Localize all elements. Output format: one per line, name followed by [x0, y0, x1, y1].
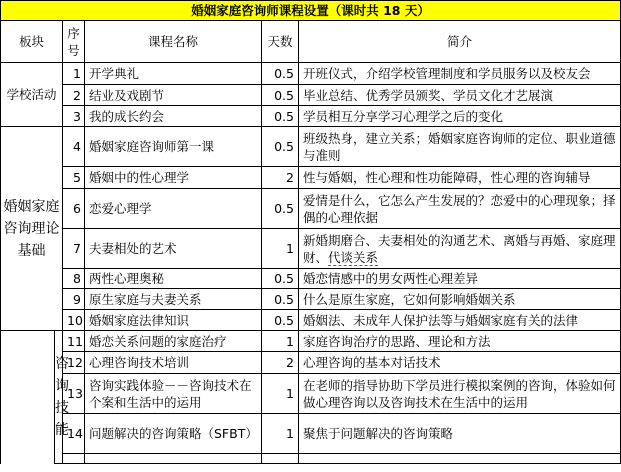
category-spacer: [1, 331, 55, 464]
row-seq: 8: [63, 269, 85, 289]
row-name: 婚姻家庭法律知识: [85, 310, 262, 331]
row-intro: 爱情是什么，它怎么产生发展的？恋爱中的心理现象；择偶的心理依据: [299, 189, 621, 229]
row-seq: 5: [63, 167, 85, 189]
row-days: 0.5: [262, 289, 299, 310]
row-days: 1: [262, 331, 299, 352]
row-intro: 聚焦于问题解决的咨询策略: [299, 414, 621, 454]
row-intro: 婚姻法、未成年人保护法等与婚姻家庭有关的法律: [299, 310, 621, 331]
row-name: 我的成长约会: [85, 106, 262, 127]
row-seq: 4: [63, 127, 85, 167]
row-name: 夫妻相处的艺术: [85, 229, 262, 269]
row-intro: 在老师的指导协助下学员进行模拟案例的咨询，体验如何做心理咨询以及咨询技术在生活中的运用: [299, 374, 621, 414]
row-seq: 10: [63, 310, 85, 331]
category-skills: 咨询技能: [55, 331, 63, 464]
row-name: 咨询实践体验－－咨询技术在个案和生活中的运用: [85, 374, 262, 414]
row-seq-empty: [63, 454, 85, 464]
row-seq: 2: [63, 85, 85, 106]
row-days: 1: [262, 374, 299, 414]
row-name: 婚姻中的性心理学: [85, 167, 262, 189]
row-seq: 13: [63, 374, 85, 414]
row-seq: 9: [63, 289, 85, 310]
row-seq: 14: [63, 414, 85, 454]
row-name-empty: [85, 454, 262, 464]
row-intro-underlined: 代谈关系: [328, 249, 379, 265]
row-intro: 婚恋情感中的男女两性心理差异: [299, 269, 621, 289]
row-days: 0.5: [262, 189, 299, 229]
category-theory: 婚姻家庭咨询理论基础: [1, 127, 63, 331]
row-intro: 家庭咨询治疗的思路、理论和方法: [299, 331, 621, 352]
header-days: 天数: [262, 21, 299, 63]
header-seq: 序号: [63, 21, 85, 63]
header-category: 板块: [1, 21, 63, 63]
header-name: 课程名称: [85, 21, 262, 63]
row-intro: 学员相互分享学习心理学之后的变化: [299, 106, 621, 127]
row-intro: 心理咨询的基本对话技术: [299, 352, 621, 374]
header-intro: 简介: [299, 21, 621, 63]
row-name: 婚姻家庭咨询师第一课: [85, 127, 262, 167]
row-seq: 1: [63, 63, 85, 85]
table-title: 婚姻家庭咨询师课程设置（课时共 18 天）: [1, 1, 621, 21]
row-intro-empty: [299, 454, 621, 464]
row-days: 0.5: [262, 106, 299, 127]
row-days: 2: [262, 167, 299, 189]
row-name: 婚恋关系问题的家庭治疗: [85, 331, 262, 352]
row-intro: [299, 229, 621, 269]
row-seq: 6: [63, 189, 85, 229]
row-seq: 12: [63, 352, 85, 374]
row-days: 0.5: [262, 310, 299, 331]
category-school: 学校活动: [1, 63, 63, 127]
row-intro: 什么是原生家庭，它如何影响婚姻关系: [299, 289, 621, 310]
row-name: 心理咨询技术培训: [85, 352, 262, 374]
row-days-empty: [262, 454, 299, 464]
row-days: 0.5: [262, 127, 299, 167]
row-name: 恋爱心理学: [85, 189, 262, 229]
row-intro: 毕业总结、优秀学员颁奖、学员文化才艺展演: [299, 85, 621, 106]
row-intro: 性与婚姻，性心理和性功能障碍，性心理的咨询辅导: [299, 167, 621, 189]
row-name: 开学典礼: [85, 63, 262, 85]
row-days: 0.5: [262, 269, 299, 289]
row-name: 结业及戏剧节: [85, 85, 262, 106]
row-days: 0.5: [262, 85, 299, 106]
row-name: 原生家庭与夫妻关系: [85, 289, 262, 310]
row-intro-text: 新婚期磨合、夫妻相处的沟通艺术、离婚与再婚、家庭理财、: [303, 232, 616, 265]
row-name: 两性心理奥秘: [85, 269, 262, 289]
row-intro: 班级热身，建立关系；婚姻家庭咨询师的定位、职业道德与准则: [299, 127, 621, 167]
row-days: 1: [262, 414, 299, 454]
row-intro: 开班仪式，介绍学校管理制度和学员服务以及校友会: [299, 63, 621, 85]
row-name: 问题解决的咨询策略（SFBT）: [85, 414, 262, 454]
row-seq: 3: [63, 106, 85, 127]
row-seq: 7: [63, 229, 85, 269]
row-days: 1: [262, 229, 299, 269]
row-days: 2: [262, 352, 299, 374]
row-seq: 11: [63, 331, 85, 352]
row-days: 0.5: [262, 63, 299, 85]
